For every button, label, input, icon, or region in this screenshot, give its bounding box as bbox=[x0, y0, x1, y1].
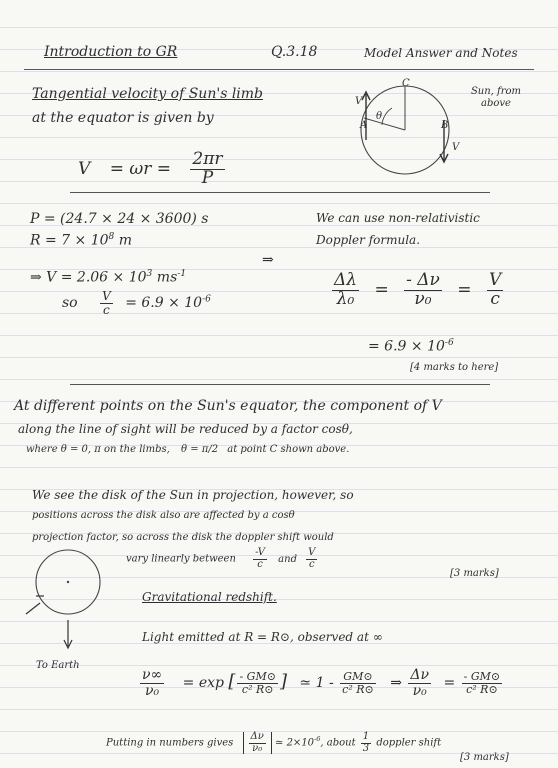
plus-v: V bbox=[308, 547, 316, 558]
earth-view-diagram bbox=[4, 548, 124, 668]
label-theta: θ bbox=[376, 111, 383, 122]
and-word: and bbox=[278, 553, 297, 565]
redshift-heading: Gravitational redshift. bbox=[142, 590, 277, 604]
exponent-fraction bbox=[237, 671, 277, 695]
abs-nu-zero: ν₀ bbox=[252, 742, 263, 754]
doppler-eq-2: = bbox=[457, 279, 472, 300]
redshift-eq: = bbox=[443, 675, 456, 692]
projection-line-1: At different points on the Sun's equator, the component of V bbox=[14, 398, 442, 414]
gm: GM⊙ bbox=[340, 671, 376, 684]
final-c2r: c² R⊙ bbox=[466, 682, 498, 696]
nu-infinity: ν∞ bbox=[142, 667, 163, 683]
ratio-exponent: -6 bbox=[202, 294, 211, 305]
label-v-left: V bbox=[355, 96, 363, 107]
velocity-unit: ms bbox=[156, 269, 178, 286]
ratio-line bbox=[62, 290, 211, 316]
radius-value: R = 7 × 10 bbox=[30, 232, 109, 249]
doppler-result-exponent: -6 bbox=[444, 338, 454, 348]
vary-linearly: vary linearly between bbox=[126, 553, 236, 565]
ratio-numerator: V bbox=[102, 289, 111, 303]
course-title: Introduction to GR bbox=[44, 44, 178, 60]
abs-delta-nu: Δν bbox=[250, 731, 264, 742]
fraction-denominator: P bbox=[201, 167, 214, 188]
eq-omega-r: = ωr = bbox=[109, 158, 171, 179]
minus-v-over-c bbox=[253, 548, 267, 570]
projection-point-c: at point C shown above. bbox=[227, 444, 350, 455]
v-over-c bbox=[100, 290, 113, 316]
theta-arc bbox=[382, 108, 392, 125]
c-2: c bbox=[308, 558, 315, 570]
dnu-over-nu0 bbox=[408, 668, 431, 698]
minus-v: -V bbox=[255, 547, 265, 558]
doppler-c: c bbox=[490, 288, 500, 309]
marks-four: [4 marks to here] bbox=[410, 362, 499, 373]
doppler-v: V bbox=[488, 270, 502, 290]
nu-zero-3: ν₀ bbox=[412, 682, 427, 699]
radius-exponent: 8 bbox=[108, 232, 115, 242]
doppler-result-value: = 6.9 × 10 bbox=[368, 338, 445, 355]
plus-v-over-c bbox=[306, 548, 317, 570]
lambda-zero: λ₀ bbox=[336, 288, 355, 309]
doppler-eq-1: = bbox=[374, 279, 389, 300]
velocity-unit-exponent: -1 bbox=[177, 269, 187, 279]
theta-pi-half: θ = π/2 bbox=[181, 444, 219, 455]
label-a: A bbox=[360, 120, 368, 131]
doppler-result bbox=[368, 338, 454, 355]
minus-delta-nu-over-nu bbox=[404, 272, 442, 309]
doppler-shift-word: doppler shift bbox=[376, 737, 442, 749]
label-c: C bbox=[402, 78, 410, 89]
final-fraction bbox=[462, 671, 502, 695]
projection-line-2: along the line of sight will be reduced by a factor cosθ, bbox=[18, 422, 353, 436]
sun-from-above-diagram bbox=[350, 78, 470, 178]
velocity-value-line bbox=[30, 269, 186, 286]
abs-value bbox=[243, 732, 272, 754]
label-b: B bbox=[441, 120, 449, 131]
delta-lambda-over-lambda bbox=[332, 272, 359, 309]
minus-delta-nu: - Δν bbox=[406, 270, 440, 290]
label-v-right: V bbox=[452, 142, 460, 153]
header-rule bbox=[24, 69, 534, 70]
radius-unit: m bbox=[118, 232, 133, 249]
limb-arrow-2 bbox=[26, 603, 40, 614]
intro-line-1: Tangential velocity of Sun's limb bbox=[32, 86, 264, 102]
sun-from-above-note: Sun, from above bbox=[470, 86, 522, 109]
delta-lambda: Δλ bbox=[334, 270, 358, 290]
ratio-denominator: c bbox=[103, 302, 110, 317]
abs-dnu-over-nu0 bbox=[249, 732, 266, 754]
three: 3 bbox=[362, 742, 370, 754]
eq-v: V bbox=[78, 158, 91, 179]
v-over-c-doppler bbox=[487, 272, 503, 309]
c-1: c bbox=[257, 558, 263, 570]
minus-gm: - GM⊙ bbox=[239, 670, 276, 684]
velocity-value: ⇒ V = 2.06 × 10 bbox=[30, 269, 147, 286]
doppler-line-1: We can use non-relativistic bbox=[316, 211, 480, 225]
projection-line-5: positions across the disk also are affected by a cosθ bbox=[32, 510, 295, 521]
velocity-exponent: 3 bbox=[146, 269, 153, 279]
putting-text: Putting in numbers gives bbox=[106, 737, 234, 749]
section-divider-1 bbox=[70, 192, 490, 193]
nu-zero: ν₀ bbox=[414, 288, 432, 309]
approx-value: ≃ 2×10 bbox=[275, 737, 315, 749]
marks-three-b: [3 marks] bbox=[460, 752, 509, 763]
doppler-line-2: Doppler formula. bbox=[316, 233, 421, 247]
putting-in-numbers bbox=[106, 732, 441, 754]
velocity-equation bbox=[78, 151, 227, 188]
implies-arrow: ⇒ bbox=[262, 252, 274, 268]
redshift-equation: $\frac{\nu\infty}{\text{ν₀}}$ = exp [ $\frac{- GM⊙}{\text{c² R⊙}}$ ] ≃ 1 - $\frac{GM⊙}{\text{c² R⊙}}$ ⇒ $\frac{\Delta\nu}{\text{ν₀}}$ = $\frac{- GM⊙}{\text{c² R⊙}}$ bbox=[142, 667, 501, 699]
doppler-formula bbox=[330, 272, 505, 309]
gm-over-c2r bbox=[340, 671, 376, 695]
nu-inf-over-nu0 bbox=[140, 668, 164, 698]
delta-nu: Δν bbox=[410, 667, 429, 683]
projection-line-4: We see the disk of the Sun in projection, however, so bbox=[32, 488, 354, 502]
projection-line-7 bbox=[126, 548, 319, 570]
section-divider-2 bbox=[70, 384, 490, 385]
c2-r-2: c² R⊙ bbox=[342, 682, 374, 696]
one: 1 bbox=[362, 731, 370, 742]
ratio-so: so bbox=[62, 295, 78, 312]
disk-center bbox=[67, 581, 69, 583]
period-line: P = (24.7 × 24 × 3600) s bbox=[30, 211, 209, 227]
projection-where: where θ = 0, π on the limbs, bbox=[26, 444, 170, 455]
marks-three-a: [3 marks] bbox=[450, 568, 499, 579]
projection-line-3 bbox=[26, 444, 349, 455]
ratio-value: = 6.9 × 10 bbox=[125, 295, 203, 312]
final-minus-gm: - GM⊙ bbox=[463, 670, 501, 684]
about-word: , about bbox=[320, 737, 356, 749]
approx-one-minus: ≃ 1 - bbox=[299, 675, 334, 692]
radius-to-a bbox=[364, 118, 405, 130]
light-emitted-line: Light emitted at R = R⊙, observed at ∞ bbox=[142, 630, 383, 644]
equals-exp: = exp bbox=[182, 675, 224, 692]
to-earth-label: To Earth bbox=[36, 660, 80, 671]
radius-line bbox=[30, 232, 132, 249]
redshift-implies: ⇒ bbox=[390, 675, 402, 692]
projection-line-6: projection factor, so across the disk the doppler shift would bbox=[32, 532, 334, 543]
c2-r: c² R⊙ bbox=[241, 682, 274, 696]
fraction-numerator: 2πr bbox=[192, 149, 223, 169]
approx-exponent: -6 bbox=[314, 735, 321, 744]
nu-zero-2: ν₀ bbox=[145, 682, 160, 699]
two-pi-r-over-p bbox=[190, 151, 224, 188]
question-number: Q.3.18 bbox=[271, 44, 318, 60]
intro-line-2: at the equator is given by bbox=[32, 110, 214, 126]
one-third bbox=[361, 732, 371, 754]
notes-subtitle: Model Answer and Notes bbox=[364, 46, 518, 60]
